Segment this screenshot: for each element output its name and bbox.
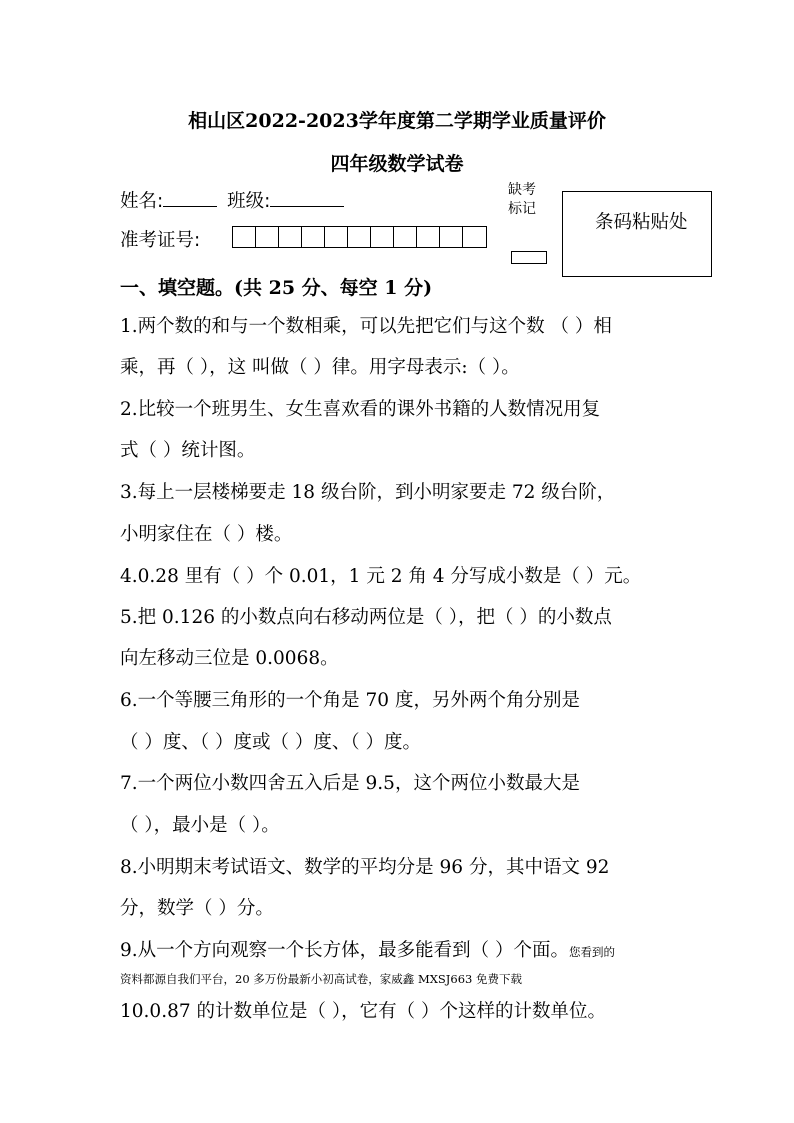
question-line xyxy=(120,940,615,963)
question-line: 1.两个数的和与一个数相乘，可以先把它们与这个数 （ ）相 xyxy=(120,316,612,337)
question-line: 小明家住在（ ）楼。 xyxy=(120,524,293,545)
question-9-text: 9.从一个方向观察一个长方体，最多能看到（ ）个面。 xyxy=(120,940,570,961)
exam-id-cell[interactable] xyxy=(417,227,440,247)
barcode-area xyxy=(562,191,712,277)
exam-id-cell[interactable] xyxy=(371,227,394,247)
class-field[interactable] xyxy=(270,190,344,207)
question-line: 7.一个两位小数四舍五入后是 9.5，这个两位小数最大是 xyxy=(120,773,580,794)
question-line: 8.小明期末考试语文、数学的平均分是 96 分，其中语文 92 xyxy=(120,857,610,878)
question-line: 向左移动三位是 0.0068。 xyxy=(120,648,339,669)
exam-id-cell[interactable] xyxy=(233,227,256,247)
exam-id-cell[interactable] xyxy=(463,227,486,247)
absent-label-line-2: 标记 xyxy=(508,201,536,217)
exam-id-label: 准考证号: xyxy=(120,230,201,251)
barcode-label: 条码粘贴处 xyxy=(595,212,688,233)
page-subtitle: 四年级数学试卷 xyxy=(330,153,464,175)
question-line: （ ），最小是（ ）。 xyxy=(120,815,280,836)
question-line: 4.0.28 里有（ ）个 0.01，1 元 2 角 4 分写成小数是（ ）元。 xyxy=(120,566,642,587)
question-line: 3.每上一层楼梯要走 18 级台阶，到小明家要走 72 级台阶， xyxy=(120,482,616,503)
name-label: 姓名: xyxy=(120,191,164,212)
exam-id-cell[interactable] xyxy=(279,227,302,247)
question-line: 5.把 0.126 的小数点向右移动两位是（ ），把（ ）的小数点 xyxy=(120,607,612,628)
question-line: 10.0.87 的计数单位是（ ），它有（ ）个这样的计数单位。 xyxy=(120,1001,607,1022)
section-heading: 一、填空题。(共 25 分、每空 1 分) xyxy=(120,277,433,299)
exam-id-cell[interactable] xyxy=(440,227,463,247)
name-field[interactable] xyxy=(163,190,217,207)
ad-line: 资料都源自我们平台，20 多万份最新小初高试卷，家威鑫 MXSJ663 免费下载 xyxy=(120,972,522,986)
exam-id-cell[interactable] xyxy=(394,227,417,247)
exam-id-cell[interactable] xyxy=(302,227,325,247)
absent-mark-box[interactable] xyxy=(511,251,547,264)
absent-label-line-1: 缺考 xyxy=(508,182,536,198)
question-line: （ ）度、（ ）度或（ ）度、（ ）度。 xyxy=(120,732,422,753)
name-class-row xyxy=(120,190,344,213)
question-line: 6.一个等腰三角形的一个角是 70 度，另外两个角分别是 xyxy=(120,690,580,711)
ad-note: 您看到的 xyxy=(569,945,616,959)
question-line: 乘，再（ ），这 叫做（ ）律。用字母表示:（ ）。 xyxy=(120,357,520,378)
question-line: 2.比较一个班男生、女生喜欢看的课外书籍的人数情况用复 xyxy=(120,399,601,420)
exam-id-cell[interactable] xyxy=(348,227,371,247)
class-label: 班级: xyxy=(227,191,271,212)
exam-id-grid[interactable] xyxy=(232,226,487,248)
exam-id-cell[interactable] xyxy=(256,227,279,247)
absent-mark-label xyxy=(508,181,548,219)
page-title: 相山区2022-2023学年度第二学期学业质量评价 xyxy=(188,110,606,132)
question-line: 分，数学（ ）分。 xyxy=(120,898,274,919)
exam-id-cell[interactable] xyxy=(325,227,348,247)
question-line: 式（ ）统计图。 xyxy=(120,440,256,461)
